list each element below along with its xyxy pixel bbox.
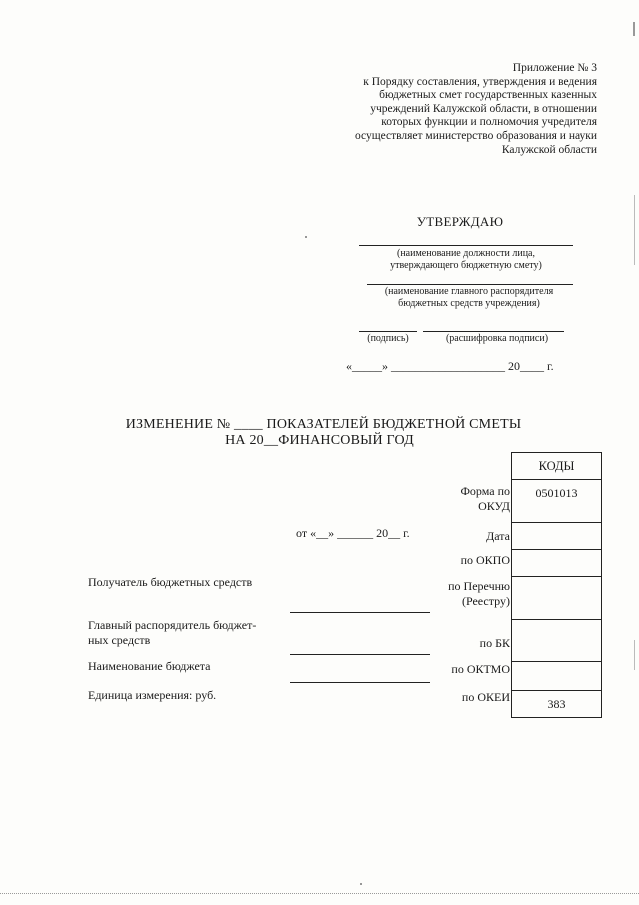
budget-label: Наименование бюджета bbox=[88, 659, 211, 673]
decoding-line[interactable] bbox=[423, 331, 564, 332]
okpo-label: по ОКПО bbox=[460, 553, 510, 567]
annex-line: бюджетных смет государственных казенных bbox=[379, 89, 597, 102]
date-cell[interactable] bbox=[512, 523, 602, 550]
recipient-label: Получатель бюджетных средств bbox=[88, 575, 253, 589]
document-title-line2: НА 20__ФИНАНСОВЫЙ ГОД bbox=[225, 433, 414, 448]
scan-artifact bbox=[360, 883, 362, 885]
manager-line[interactable] bbox=[290, 654, 430, 655]
oktmo-label: по ОКТМО bbox=[451, 662, 510, 676]
position-signature-line[interactable] bbox=[359, 245, 573, 246]
okei-cell[interactable]: 383 bbox=[512, 691, 602, 718]
manager-name-line[interactable] bbox=[367, 284, 573, 285]
signature-caption: (подпись) bbox=[367, 333, 409, 344]
annex-line: учреждений Калужской области, в отношении bbox=[370, 102, 597, 115]
recipient-line[interactable] bbox=[290, 612, 430, 613]
annex-line: осуществляет министерство образования и науки bbox=[355, 129, 597, 142]
date-from-field: от «__» ______ 20__ г. bbox=[296, 526, 410, 540]
document-title-line1: ИЗМЕНЕНИЕ № ____ ПОКАЗАТЕЛЕЙ БЮДЖЕТНОЙ СМЕТЫ bbox=[125, 417, 522, 432]
annex-line: которых функции и полномочия учредителя bbox=[381, 116, 597, 129]
budget-line[interactable] bbox=[290, 682, 430, 683]
registry-cell[interactable] bbox=[512, 577, 602, 620]
approval-heading: УТВЕРЖДАЮ bbox=[416, 214, 504, 229]
decoding-caption: (расшифровка подписи) bbox=[445, 333, 549, 344]
annex-header bbox=[317, 62, 597, 157]
annex-line: Калужской области bbox=[501, 143, 597, 156]
scan-artifact bbox=[633, 22, 635, 36]
registry-label: по Перечню (Реестру) bbox=[448, 579, 510, 608]
unit-label: Единица измерения: руб. bbox=[88, 688, 217, 702]
annex-line: к Порядку составления, утверждения и ведения bbox=[363, 75, 597, 88]
bk-cell[interactable] bbox=[512, 620, 602, 662]
okpo-cell[interactable] bbox=[512, 550, 602, 577]
oktmo-cell[interactable] bbox=[512, 662, 602, 691]
annex-line: Приложение № 3 bbox=[512, 62, 597, 74]
codes-table bbox=[511, 452, 602, 718]
date-code-label: Дата bbox=[486, 529, 510, 543]
okud-cell[interactable]: 0501013 bbox=[512, 480, 602, 523]
okei-label: по ОКЕИ bbox=[461, 690, 510, 704]
bk-label: по БК bbox=[479, 636, 510, 650]
manager-caption: (наименование главного распорядителя бюджетных средств учреждения) bbox=[384, 286, 554, 309]
manager-label: Главный распорядитель бюджет- ных средств bbox=[88, 618, 257, 647]
position-caption: (наименование должности лица, утверждающего бюджетную смету) bbox=[390, 248, 542, 271]
scan-artifact bbox=[0, 893, 639, 894]
approval-date-line: «_____» ___________________ 20____ г. bbox=[346, 359, 554, 373]
scan-artifact bbox=[305, 236, 307, 238]
signature-line[interactable] bbox=[359, 331, 417, 332]
okud-label: Форма по ОКУД bbox=[460, 484, 510, 513]
scan-artifact bbox=[634, 195, 635, 265]
scan-artifact bbox=[634, 640, 635, 670]
codes-header: КОДЫ bbox=[512, 453, 602, 480]
